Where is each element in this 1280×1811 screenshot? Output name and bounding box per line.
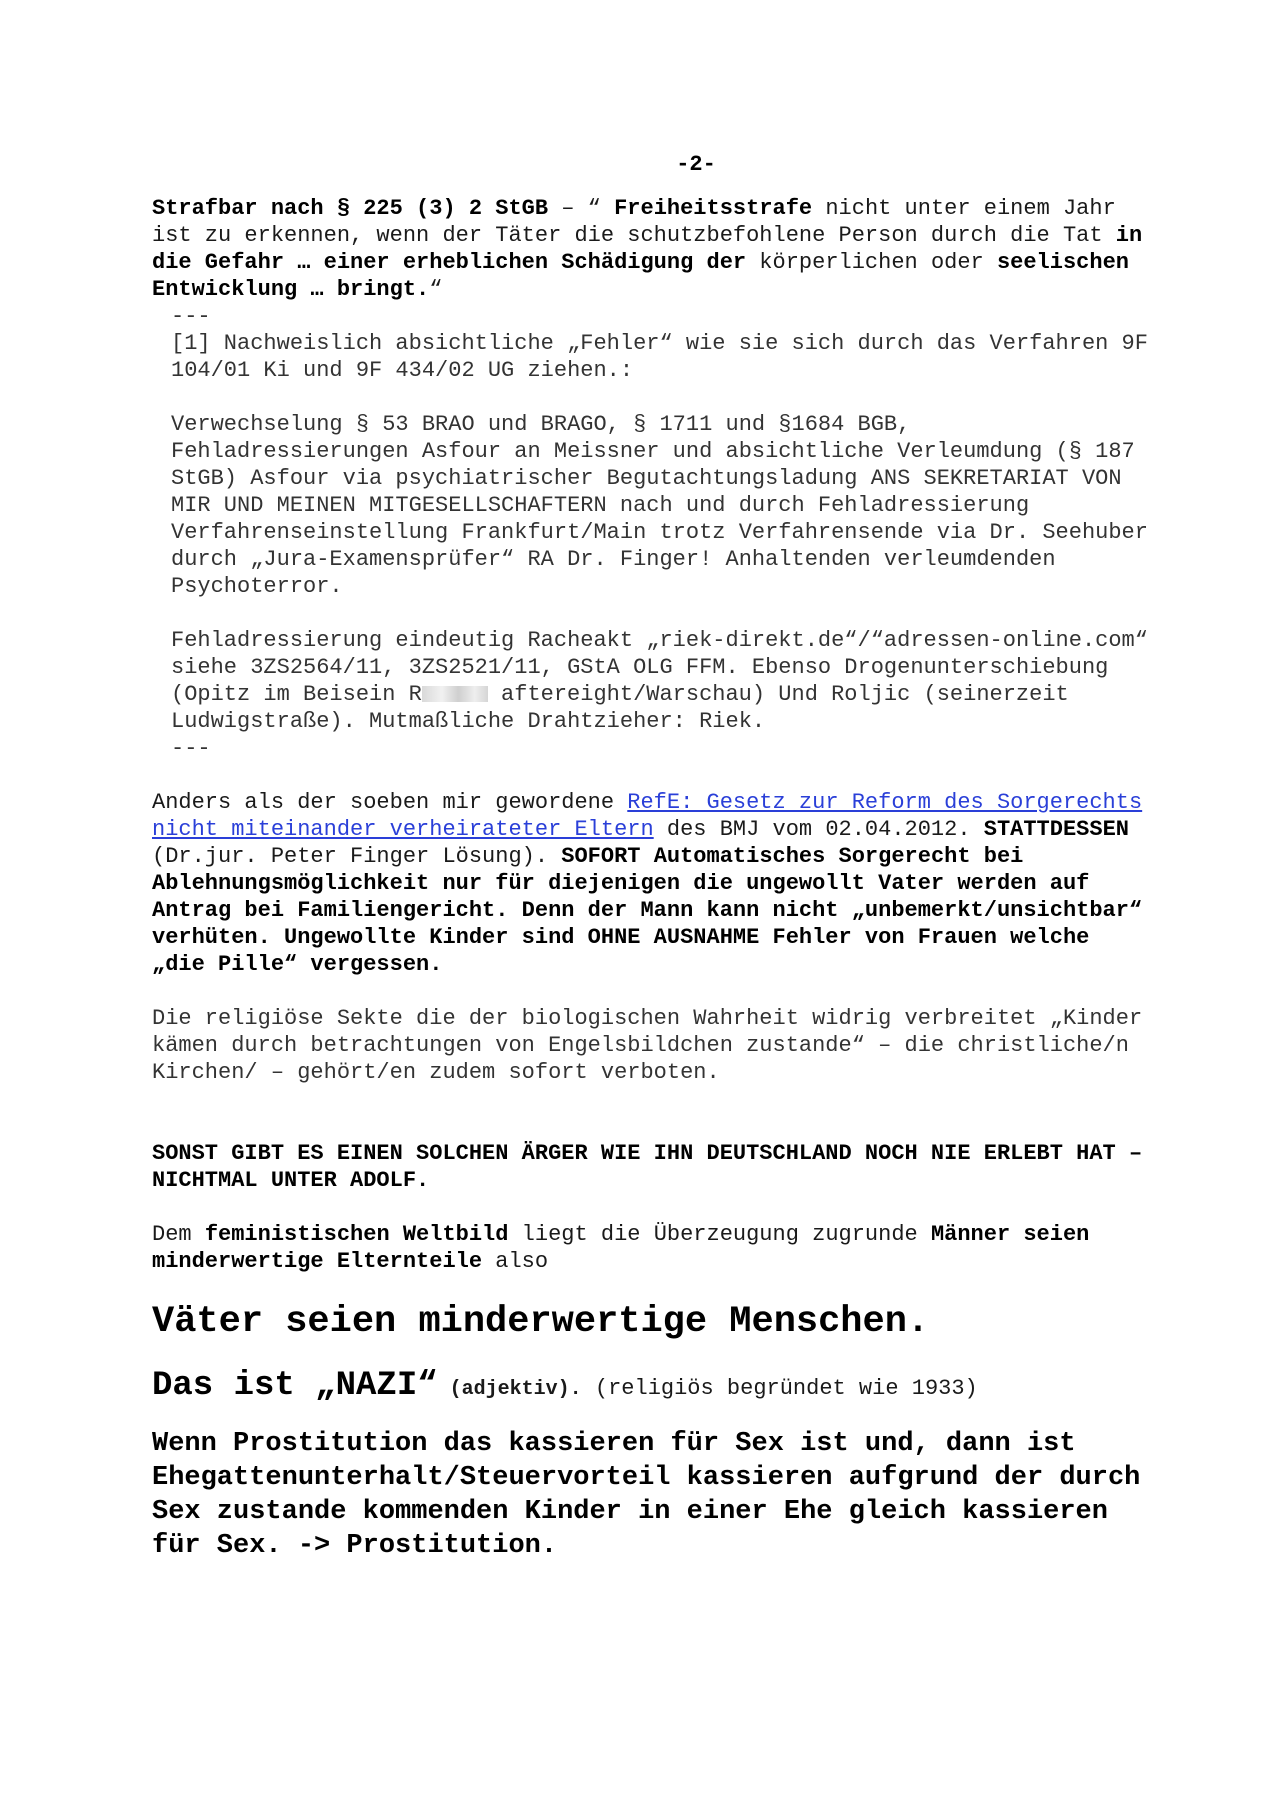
- redacted-name: [422, 686, 488, 702]
- paragraph-strafbar: Strafbar nach § 225 (3) 2 StGB – “ Freiheitsstrafe nicht unter einem Jahr ist zu erkennen, wenn der Täter die schutzbefohlene Person durch die Tat in die Gefahr … einer erheblichen Schädigung der körperlichen oder seelischen Entwicklung … bringt.“: [152, 196, 1143, 302]
- refe-link[interactable]: RefE: Gesetz zur Reform des Sorgerechts nicht miteinander verheirateter Eltern: [152, 790, 1143, 842]
- heading-nazi: Das ist „NAZI“ (adjektiv). (religiös begründet wie 1933): [152, 1367, 978, 1405]
- document-page: [152, 0, 1152, 1563]
- page-number: -2-: [676, 152, 716, 177]
- footnote-fehladressierung: Fehladressierung eindeutig Racheakt „riek-direkt.de“/“adressen-online.com“ siehe 3ZS2564/11, 3ZS2521/11, GStA OLG FFM. Ebenso Drogenunterschiebung (Opitz im Beisein R aftereight/Warschau) Und Roljic (seinerzeit Ludwigstraße). Mutmaßliche Drahtzieher: Riek.: [171, 628, 1148, 734]
- paragraph-prostitution: Wenn Prostitution das kassieren für Sex ist und, dann ist Ehegattenunterhalt/Steuervorteil kassieren aufgrund der durch Sex zustande kommenden Kinder in einer Ehe gleich kassieren für Sex. -> Prostitution.: [152, 1429, 1141, 1561]
- paragraph-sekte: Die religiöse Sekte die der biologischen Wahrheit widrig verbreitet „Kinder kämen durch betrachtungen von Engelsbildchen zustande“ – die christliche/n Kirchen/ – gehört/en zudem sofort verboten.: [152, 1006, 1143, 1085]
- separator-top: ---: [171, 304, 211, 329]
- heading-vaeter: Väter seien minderwertige Menschen.: [152, 1301, 930, 1343]
- footnote-item-1: [1] Nachweislich absichtliche „Fehler“ wie sie sich durch das Verfahren 9F 104/01 Ki und 9F 434/02 UG ziehen.:: [171, 331, 1148, 383]
- footnote-verwechselung: Verwechselung § 53 BRAO und BRAGO, § 1711 und §1684 BGB, Fehladressierungen Asfour an Meissner und absichtliche Verleumdung (§ 187 StGB) Asfour via psychiatrischer Begutachtungsladung ANS SEKRETARIAT VON MIR UND MEINEN MITGESELLSCHAFTERN nach und durch Fehladressierung Verfahrenseinstellung Frankfurt/Main trotz Verfahrensende via Dr. Seehuber durch „Jura-Examensprüfer“ RA Dr. Finger! Anhaltenden verleumdenden Psychoterror.: [171, 412, 1148, 599]
- paragraph-feministisch: Dem feministischen Weltbild liegt die Überzeugung zugrunde Männer seien minderwertige Elternteile also: [152, 1222, 1090, 1274]
- paragraph-anders: Anders als der soeben mir gewordene RefE: Gesetz zur Reform des Sorgerechts nicht miteinander verheirateter Eltern des BMJ vom 02.04.2012. STATTDESSEN (Dr.jur. Peter Finger Lösung). SOFORT Automatisches Sorgerecht bei Ablehnungsmöglichkeit nur für diejenigen die ungewollt Vater werden auf Antrag bei Familiengericht. Denn der Mann kann nicht „unbemerkt/unsichtbar“ verhüten. Ungewollte Kinder sind OHNE AUSNAHME Fehler von Frauen welche „die Pille“ vergessen.: [152, 790, 1143, 977]
- paragraph-warning: SONST GIBT ES EINEN SOLCHEN ÄRGER WIE IHN DEUTSCHLAND NOCH NIE ERLEBT HAT – NICHTMAL UNTER ADOLF.: [152, 1141, 1143, 1193]
- footnote-block: [152, 303, 1152, 762]
- separator-bottom: ---: [171, 736, 211, 761]
